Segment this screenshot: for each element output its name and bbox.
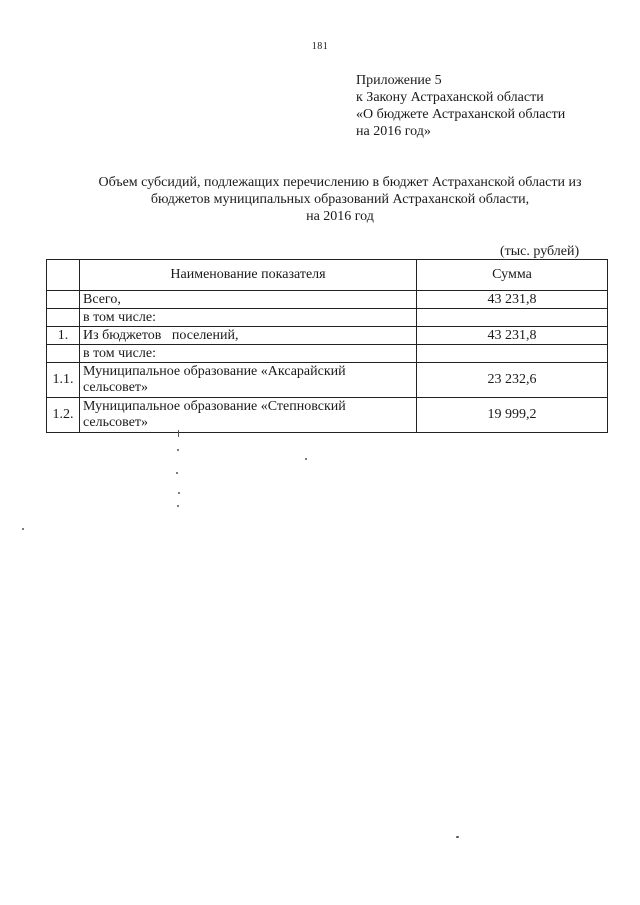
header-sum-cell: Сумма — [417, 260, 608, 291]
row-num: 1.1. — [47, 363, 80, 398]
row-sum — [417, 309, 608, 327]
subsidies-table — [46, 259, 608, 433]
title-line: на 2016 год — [306, 209, 374, 224]
appendix-line: на 2016 год» — [356, 124, 431, 139]
row-name: в том числе: — [80, 345, 417, 363]
scan-speck — [305, 458, 307, 460]
header-name-cell: Наименование показателя — [80, 260, 417, 291]
row-name: Муниципальное образование «Аксарайский сельсовет» — [80, 363, 417, 398]
scan-speck — [177, 449, 179, 451]
scan-speck — [178, 492, 180, 494]
table-row — [47, 398, 608, 433]
header-num-cell — [47, 260, 80, 291]
row-sum: 23 232,6 — [417, 363, 608, 398]
scan-speck — [178, 430, 179, 437]
row-name: Муниципальное образование «Степновский сельсовет» — [80, 398, 417, 433]
row-num: 1. — [47, 327, 80, 345]
appendix-line: Приложение 5 — [356, 73, 442, 88]
title-line: Объем субсидий, подлежащих перечислению в бюджет Астраханской области из — [98, 175, 582, 190]
scan-speck — [22, 528, 24, 530]
scan-speck — [456, 836, 459, 838]
table-row — [47, 327, 608, 345]
row-name: в том числе: — [80, 309, 417, 327]
appendix-line: к Закону Астраханской области — [356, 90, 544, 105]
row-sum: 43 231,8 — [417, 327, 608, 345]
row-sum: 19 999,2 — [417, 398, 608, 433]
table-row — [47, 309, 608, 327]
document-title — [60, 174, 620, 225]
page-number: 181 — [311, 41, 329, 52]
table-header-row — [47, 260, 608, 291]
row-num — [47, 345, 80, 363]
table-row — [47, 345, 608, 363]
table-row — [47, 363, 608, 398]
row-sum: 43 231,8 — [417, 291, 608, 309]
row-num — [47, 309, 80, 327]
row-sum — [417, 345, 608, 363]
units-label: (тыс. рублей) — [500, 244, 580, 259]
title-line: бюджетов муниципальных образований Астраханской области, — [150, 192, 530, 207]
table-row — [47, 291, 608, 309]
row-num — [47, 291, 80, 309]
scan-speck — [177, 505, 179, 507]
appendix-header — [356, 72, 565, 140]
row-num: 1.2. — [47, 398, 80, 433]
row-name: Всего, — [80, 291, 417, 309]
appendix-line: «О бюджете Астраханской области — [356, 107, 566, 122]
scan-speck — [176, 472, 178, 474]
row-name: Из бюджетов поселений, — [80, 327, 417, 345]
